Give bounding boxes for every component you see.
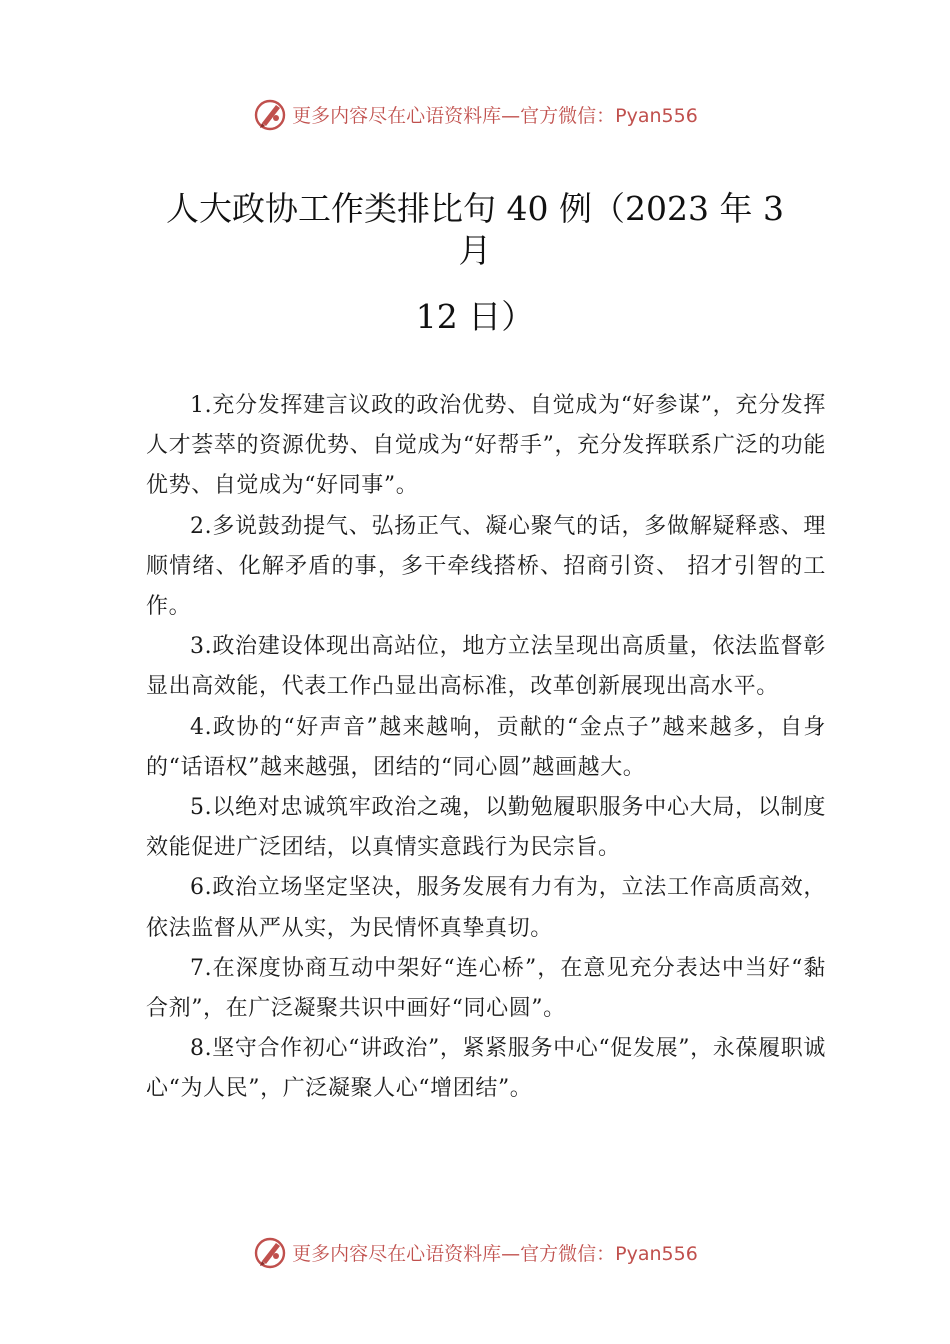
pen-logo-icon bbox=[252, 1234, 288, 1270]
document-date-line: 12 日） bbox=[415, 297, 535, 336]
paragraph-4: 4.政协的“好声音”越来越响，贡献的“金点子”越来越多，自身的“话语权”越来越强，团结的“同心圆”越画越大。 bbox=[146, 714, 826, 780]
watermark-footer bbox=[0, 1232, 950, 1272]
watermark-header bbox=[0, 94, 950, 134]
paragraph-8: 8.坚守合作初心“讲政治”，紧紧服务中心“促发展”，永葆履职诚心“为人民”，广泛凝聚人心“增团结”。 bbox=[146, 1036, 826, 1102]
paragraph-6: 6.政治立场坚定坚决，服务发展有力有为，立法工作高质高效，依法监督从严从实，为民情怀真挚真切。 bbox=[146, 875, 826, 941]
document-title: 人大政协工作类排比句 40 例（2023 年 3 月 bbox=[166, 189, 784, 270]
paragraph-7: 7.在深度协商互动中架好“连心桥”，在意见充分表达中当好“黏合剂”，在广泛凝聚共识中画好“同心圆”。 bbox=[146, 955, 826, 1022]
paragraph-1: 1.充分发挥建言议政的政治优势、自觉成为“好参谋”，充分发挥人才荟萃的资源优势、自觉成为“好帮手”，充分发挥联系广泛的功能优势、自觉成为“好同事”。 bbox=[146, 393, 826, 499]
watermark-text: 更多内容尽在心语资料库—官方微信：Pyan556 bbox=[292, 104, 698, 127]
document-body bbox=[146, 386, 826, 1110]
pen-logo-icon bbox=[252, 96, 288, 132]
paragraph-5: 5.以绝对忠诚筑牢政治之魂，以勤勉履职服务中心大局，以制度效能促进广泛团结，以真情实意践行为民宗旨。 bbox=[146, 795, 826, 861]
paragraph-3: 3.政治建设体现出高站位，地方立法呈现出高质量，依法监督彰显出高效能，代表工作凸显出高标准，改革创新展现出高水平。 bbox=[146, 634, 826, 700]
paragraph-2: 2.多说鼓劲提气、弘扬正气、凝心聚气的话，多做解疑释惑、理顺情绪、化解矛盾的事，多干牵线搭桥、招商引资、 招才引智的工作。 bbox=[146, 513, 826, 620]
watermark-text: 更多内容尽在心语资料库—官方微信：Pyan556 bbox=[292, 1242, 698, 1265]
